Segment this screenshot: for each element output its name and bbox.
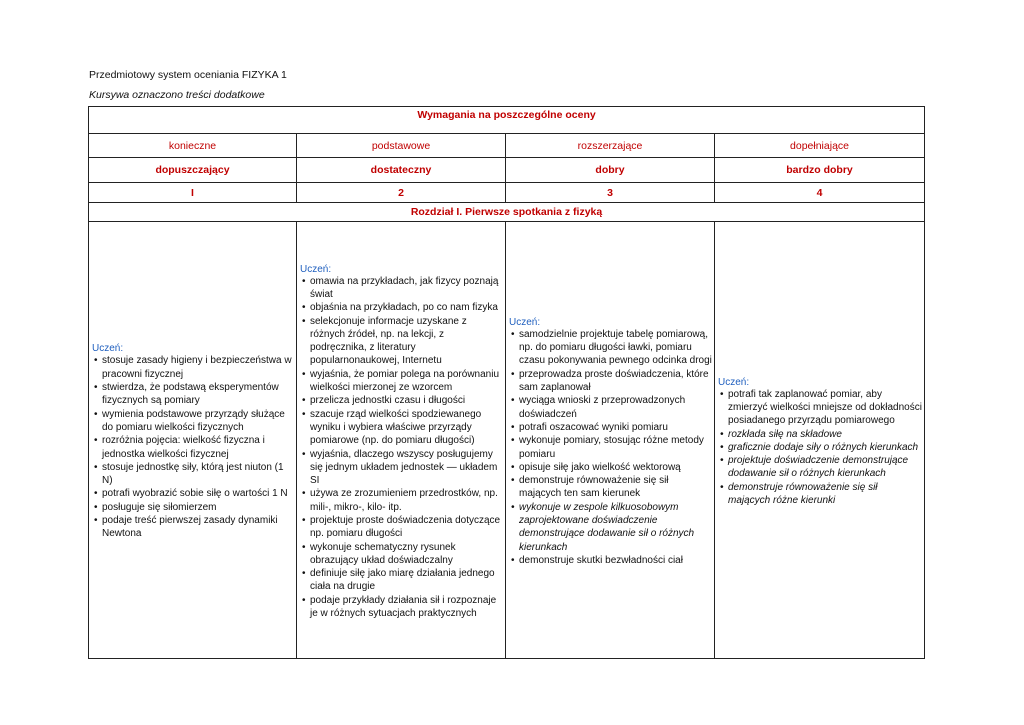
requirements-list [92,354,294,540]
requirement-item: • stosuje zasady higieny i bezpieczeństwa w pracowni fizycznej [92,354,294,381]
requirement-item: • projektuje doświadczenie demonstrujące dodawanie sił o różnych kierunkach [718,454,922,481]
requirement-item: • potrafi oszacować wyniki pomiaru [509,421,712,434]
requirement-item: • wymienia podstawowe przyrządy służące do pomiaru wielkości fizycznych [92,408,294,435]
requirements-column-rozszerzajace [506,222,715,659]
requirements-list [718,388,922,508]
requirement-item: • wykonuje w zespole kilkuosobowym zaprojektowane doświadczenie demonstrujące dodawanie sił o różnych kierunkach [509,501,712,554]
requirements-header: Wymagania na poszczególne oceny [89,107,925,134]
column-lead: Uczeń: [509,316,541,328]
grade-dostateczny: dostateczny [297,158,506,183]
grade-number-4: 4 [715,183,925,203]
requirement-item: • posługuje się siłomierzem [92,501,294,514]
column-lead: Uczeń: [718,376,750,388]
requirement-item: • rozkłada siłę na składowe [718,428,922,441]
grade-dopuszczajacy: dopuszczający [89,158,297,183]
requirement-item: • projektuje proste doświadczenia dotyczące np. pomiaru długości [300,514,503,541]
requirement-item: • objaśnia na przykładach, po co nam fizyka [300,301,503,314]
section-title: Rozdział I. Pierwsze spotkania z fizyką [89,203,925,222]
requirements-list [300,275,503,621]
column-lead: Uczeń: [92,343,124,355]
requirements-table [88,106,925,659]
level-dopelniajace: dopełniające [715,134,925,158]
requirements-column-dopelniajace [715,222,925,659]
document-subtitle: Kursywa oznaczono treści dodatkowe [89,89,265,101]
requirement-item: • potrafi tak zaplanować pomiar, aby zmierzyć wielkości mniejsze od dokładności posiadanego przyrządu pomiarowego [718,388,922,428]
requirements-list [509,328,712,567]
requirement-item: • omawia na przykładach, jak fizycy poznają świat [300,275,503,302]
requirement-item: • wykonuje schematyczny rysunek obrazujący układ doświadczalny [300,541,503,568]
requirement-item: • wyjaśnia, że pomiar polega na porównaniu wielkości mierzonej ze wzorcem [300,368,503,395]
requirement-item: • wyjaśnia, dlaczego wszyscy posługujemy się jednym układem jednostek — układem SI [300,448,503,488]
grade-bardzo-dobry: bardzo dobry [715,158,925,183]
requirement-item: • definiuje siłę jako miarę działania jednego ciała na drugie [300,567,503,594]
grade-number-1: I [89,183,297,203]
requirement-item: • demonstruje równoważenie się sił mających ten sam kierunek [509,474,712,501]
requirement-item: • przelicza jednostki czasu i długości [300,394,503,407]
requirement-item: • wykonuje pomiary, stosując różne metody pomiaru [509,434,712,461]
requirement-item: • szacuje rząd wielkości spodziewanego wyniku i wybiera właściwe przyrządy pomiarowe (np. do pomiaru długości) [300,408,503,448]
requirement-item: • selekcjonuje informacje uzyskane z różnych źródeł, np. na lekcji, z podręcznika, z literatury popularnonaukowej, Internetu [300,315,503,368]
requirements-column-konieczne [89,222,297,659]
level-rozszerzajace: rozszerzające [506,134,715,158]
requirement-item: • stwierdza, że podstawą eksperymentów fizycznych są pomiary [92,381,294,408]
requirement-item: • demonstruje równoważenie się sił mających różne kierunki [718,481,922,508]
grade-dobry: dobry [506,158,715,183]
requirement-item: • graficznie dodaje siły o różnych kierunkach [718,441,922,454]
grade-number-3: 3 [506,183,715,203]
requirement-item: • wyciąga wnioski z przeprowadzonych doświadczeń [509,394,712,421]
grade-number-2: 2 [297,183,506,203]
requirement-item: • podaje treść pierwszej zasady dynamiki Newtona [92,514,294,541]
requirement-item: • rozróżnia pojęcia: wielkość fizyczna i jednostka wielkości fizycznej [92,434,294,461]
requirement-item: • demonstruje skutki bezwładności ciał [509,554,712,567]
requirement-item: • używa ze zrozumieniem przedrostków, np. mili-, mikro-, kilo- itp. [300,487,503,514]
document-title: Przedmiotowy system oceniania FIZYKA 1 [89,69,287,81]
requirement-item: • samodzielnie projektuje tabelę pomiarową, np. do pomiaru długości ławki, pomiaru czasu pokonywania pewnego odcinka drogi [509,328,712,368]
requirement-item: • przeprowadza proste doświadczenia, które sam zaplanował [509,368,712,395]
level-konieczne: konieczne [89,134,297,158]
requirement-item: • stosuje jednostkę siły, którą jest niuton (1 N) [92,461,294,488]
requirement-item: • opisuje siłę jako wielkość wektorową [509,461,712,474]
level-podstawowe: podstawowe [297,134,506,158]
column-lead: Uczeń: [300,263,332,275]
requirement-item: • podaje przykłady działania sił i rozpoznaje je w różnych sytuacjach praktycznych [300,594,503,621]
requirements-column-podstawowe [297,222,506,659]
requirement-item: • potrafi wyobrazić sobie siłę o wartości 1 N [92,487,294,500]
